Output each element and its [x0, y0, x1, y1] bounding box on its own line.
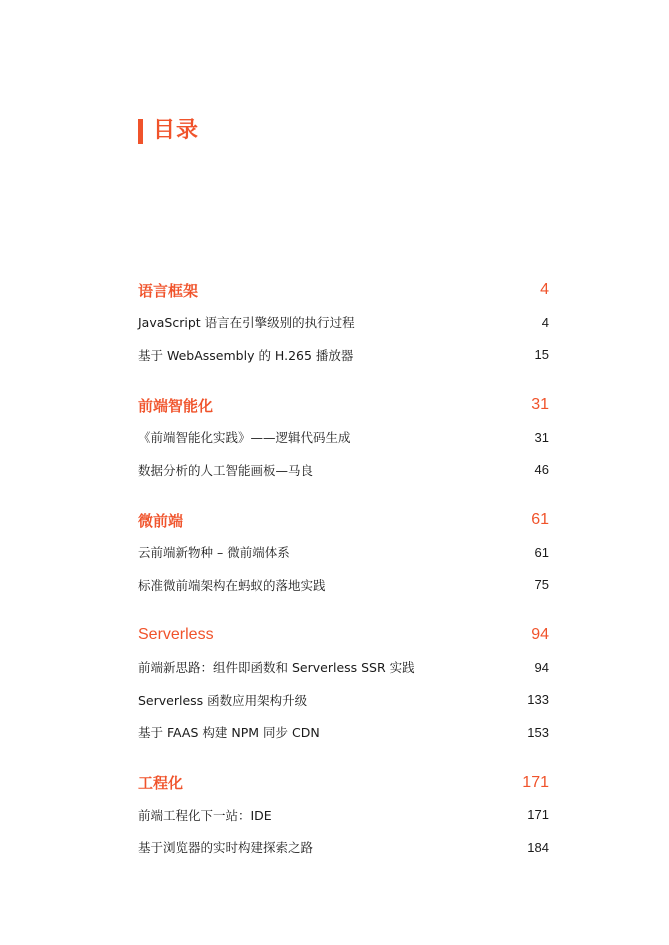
page-title: 目录 — [153, 118, 200, 143]
entry-title: Serverless 函数应用架构升级 — [138, 692, 308, 708]
toc-list — [138, 274, 549, 882]
toc-entry[interactable] — [138, 306, 549, 339]
section-title: 微前端 — [138, 511, 184, 530]
entry-page-number: 46 — [534, 462, 549, 478]
toc-entry[interactable] — [138, 651, 549, 684]
toc-entry[interactable] — [138, 569, 549, 602]
section-page-number: 61 — [531, 511, 549, 528]
entry-page-number: 75 — [534, 577, 549, 593]
entry-title: 前端新思路：组件即函数和 Serverless SSR 实践 — [138, 660, 415, 676]
entry-page-number: 153 — [527, 724, 549, 740]
entry-page-number: 94 — [534, 659, 549, 675]
toc-entry[interactable] — [138, 799, 549, 832]
toc-section-frontend-intelligence — [138, 389, 549, 486]
section-title: Serverless — [138, 626, 214, 643]
section-page-number: 31 — [531, 396, 549, 413]
section-heading-row[interactable] — [138, 767, 549, 799]
entry-title: 云前端新物种 – 微前端体系 — [138, 545, 290, 561]
toc-entry[interactable] — [138, 421, 549, 454]
section-heading-row[interactable] — [138, 274, 549, 306]
section-page-number: 171 — [522, 773, 549, 791]
entry-title: 《前端智能化实践》——逻辑代码生成 — [138, 430, 351, 446]
toc-entry[interactable] — [138, 536, 549, 569]
entry-page-number: 133 — [527, 692, 549, 708]
entry-page-number: 15 — [534, 347, 549, 363]
entry-page-number: 61 — [534, 544, 549, 560]
entry-title: 基于 WebAssembly 的 H.265 播放器 — [138, 347, 354, 363]
entry-title: 数据分析的人工智能画板—马良 — [138, 462, 314, 478]
entry-title: 基于 FAAS 构建 NPM 同步 CDN — [138, 725, 320, 741]
toc-header — [138, 117, 199, 145]
toc-section-engineering — [138, 767, 549, 864]
section-page-number: 4 — [540, 281, 549, 298]
entry-page-number: 171 — [527, 807, 549, 823]
toc-entry[interactable] — [138, 831, 549, 864]
toc-entry[interactable] — [138, 339, 549, 372]
section-page-number: 94 — [531, 626, 549, 643]
section-title: 前端智能化 — [138, 396, 214, 415]
entry-title: 前端工程化下一站：IDE — [138, 807, 272, 823]
entry-page-number: 31 — [534, 429, 549, 445]
entry-title: 标准微前端架构在蚂蚁的落地实践 — [138, 577, 326, 593]
section-heading-row[interactable] — [138, 619, 549, 651]
section-heading-row[interactable] — [138, 389, 549, 421]
title-accent-bar — [138, 119, 143, 144]
toc-section-serverless — [138, 619, 549, 749]
entry-page-number: 184 — [527, 839, 549, 855]
entry-page-number: 4 — [541, 314, 549, 330]
entry-title: 基于浏览器的实时构建探索之路 — [138, 840, 314, 856]
section-heading-row[interactable] — [138, 504, 549, 536]
toc-entry[interactable] — [138, 454, 549, 487]
toc-entry[interactable] — [138, 716, 549, 749]
toc-entry[interactable] — [138, 684, 549, 717]
section-title: 工程化 — [138, 774, 184, 792]
entry-title: JavaScript 语言在引擎级别的执行过程 — [138, 315, 355, 331]
toc-section-language-frameworks — [138, 274, 549, 371]
toc-section-micro-frontends — [138, 504, 549, 601]
section-title: 语言框架 — [138, 281, 199, 300]
